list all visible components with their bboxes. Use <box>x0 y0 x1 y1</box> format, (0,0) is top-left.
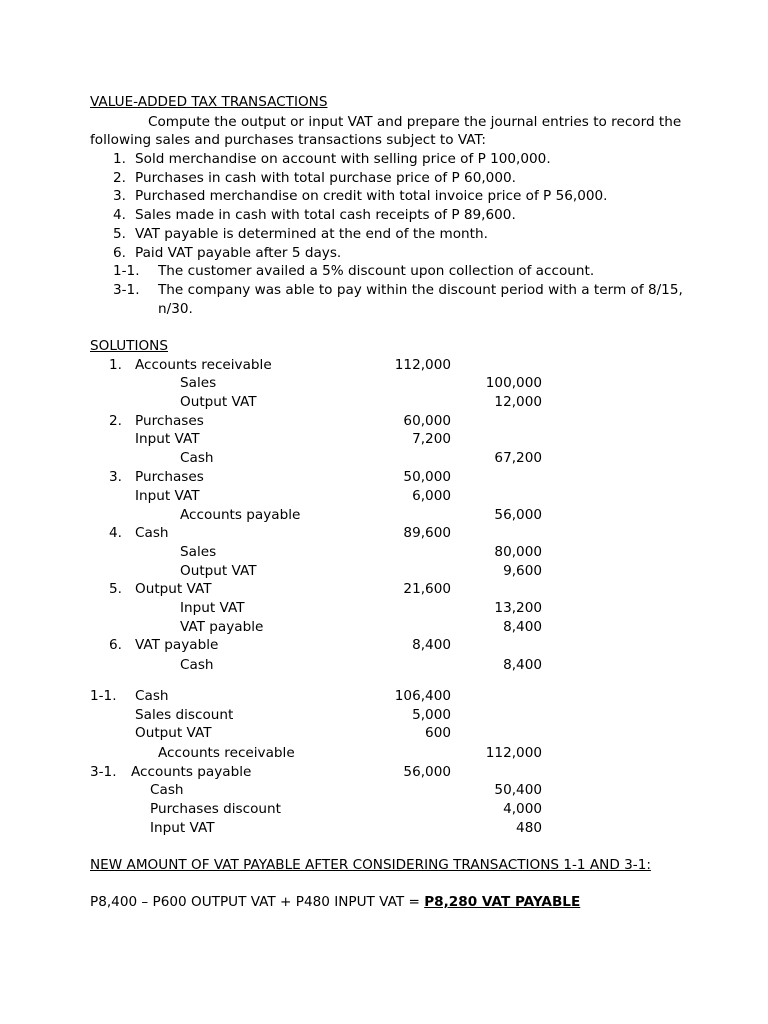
entry-account-debit: Purchases <box>135 469 204 485</box>
problem-text: VAT payable is determined at the end of the month. <box>135 226 488 242</box>
credit-amount: 8,400 <box>503 657 542 673</box>
entry-number: 1-1. <box>90 688 117 704</box>
problem-text: Sold merchandise on account with selling price of P 100,000. <box>135 151 551 167</box>
debit-amount: 56,000 <box>403 764 451 780</box>
solutions-heading: SOLUTIONS <box>90 338 168 354</box>
problem-number: 4. <box>113 207 126 223</box>
problem-number: 2. <box>113 170 126 186</box>
entry-account-debit: Sales discount <box>135 707 234 723</box>
credit-amount: 100,000 <box>485 375 542 391</box>
entry-account-credit: Output VAT <box>180 563 257 579</box>
new-amount-heading: NEW AMOUNT OF VAT PAYABLE AFTER CONSIDERING TRANSACTIONS 1-1 AND 3-1: <box>90 857 651 873</box>
entry-account-debit: Accounts receivable <box>135 357 272 373</box>
credit-amount: 80,000 <box>494 544 542 560</box>
debit-amount: 5,000 <box>412 707 451 723</box>
debit-amount: 50,000 <box>403 469 451 485</box>
entry-account-debit: Output VAT <box>135 725 212 741</box>
credit-amount: 480 <box>516 820 542 836</box>
problem-number: 1. <box>113 151 126 167</box>
credit-amount: 112,000 <box>485 745 542 761</box>
problem-number: 3. <box>113 188 126 204</box>
entry-account-credit: Cash <box>180 450 214 466</box>
entry-number: 3. <box>109 469 122 485</box>
debit-amount: 112,000 <box>394 357 451 373</box>
entry-account-debit: Cash <box>135 688 169 704</box>
entry-number: 4. <box>109 525 122 541</box>
document-title: VALUE-ADDED TAX TRANSACTIONS <box>90 94 328 110</box>
entry-account-debit: Output VAT <box>135 581 212 597</box>
entry-account-debit: Accounts payable <box>131 764 252 780</box>
problem-number: 1-1. <box>113 263 140 279</box>
debit-amount: 89,600 <box>403 525 451 541</box>
entry-number: 1. <box>109 357 122 373</box>
entry-account-credit: Input VAT <box>150 820 215 836</box>
entry-account-debit: Cash <box>135 525 169 541</box>
debit-amount: 8,400 <box>412 637 451 653</box>
entry-number: 5. <box>109 581 122 597</box>
debit-amount: 7,200 <box>412 431 451 447</box>
debit-amount: 600 <box>425 725 451 741</box>
problem-text: Paid VAT payable after 5 days. <box>135 245 342 261</box>
intro-line-1: Compute the output or input VAT and prepare the journal entries to record the <box>148 114 682 130</box>
entry-account-credit: Input VAT <box>180 600 245 616</box>
credit-amount: 67,200 <box>494 450 542 466</box>
credit-amount: 50,400 <box>494 782 542 798</box>
problem-number: 3-1. <box>113 282 140 298</box>
problem-text: Purchased merchandise on credit with total invoice price of P 56,000. <box>135 188 608 204</box>
credit-amount: 8,400 <box>503 619 542 635</box>
problem-text: The company was able to pay within the discount period with a term of 8/15, <box>158 282 683 298</box>
entry-account-credit: Cash <box>150 782 184 798</box>
debit-amount: 106,400 <box>394 688 451 704</box>
credit-amount: 56,000 <box>494 507 542 523</box>
formula-result: P8,280 VAT PAYABLE <box>424 894 581 910</box>
entry-account-credit: VAT payable <box>180 619 264 635</box>
problem-text: The customer availed a 5% discount upon collection of account. <box>158 263 595 279</box>
credit-amount: 4,000 <box>503 801 542 817</box>
formula-text: P8,400 – P600 OUTPUT VAT + P480 INPUT VAT = <box>90 894 425 910</box>
problem-text: Sales made in cash with total cash receipts of P 89,600. <box>135 207 516 223</box>
entry-account-credit: Sales <box>180 375 217 391</box>
entry-number: 3-1. <box>90 764 117 780</box>
entry-account-credit: Sales <box>180 544 217 560</box>
vat-formula <box>90 894 580 910</box>
problem-text-continued: n/30. <box>158 301 193 317</box>
entry-account-credit: Purchases discount <box>150 801 281 817</box>
entry-account-debit: Input VAT <box>135 431 200 447</box>
problem-text: Purchases in cash with total purchase price of P 60,000. <box>135 170 516 186</box>
entry-account-credit: Accounts payable <box>180 507 301 523</box>
credit-amount: 13,200 <box>494 600 542 616</box>
debit-amount: 60,000 <box>403 413 451 429</box>
entry-account-debit: VAT payable <box>135 637 219 653</box>
entry-number: 6. <box>109 637 122 653</box>
entry-account-credit: Output VAT <box>180 394 257 410</box>
entry-account-debit: Input VAT <box>135 488 200 504</box>
debit-amount: 21,600 <box>403 581 451 597</box>
problem-number: 5. <box>113 226 126 242</box>
problem-number: 6. <box>113 245 126 261</box>
entry-account-debit: Purchases <box>135 413 204 429</box>
credit-amount: 12,000 <box>494 394 542 410</box>
debit-amount: 6,000 <box>412 488 451 504</box>
credit-amount: 9,600 <box>503 563 542 579</box>
entry-account-credit: Cash <box>180 657 214 673</box>
entry-account-credit: Accounts receivable <box>158 745 295 761</box>
entry-number: 2. <box>109 413 122 429</box>
intro-line-2: following sales and purchases transactions subject to VAT: <box>90 132 486 148</box>
